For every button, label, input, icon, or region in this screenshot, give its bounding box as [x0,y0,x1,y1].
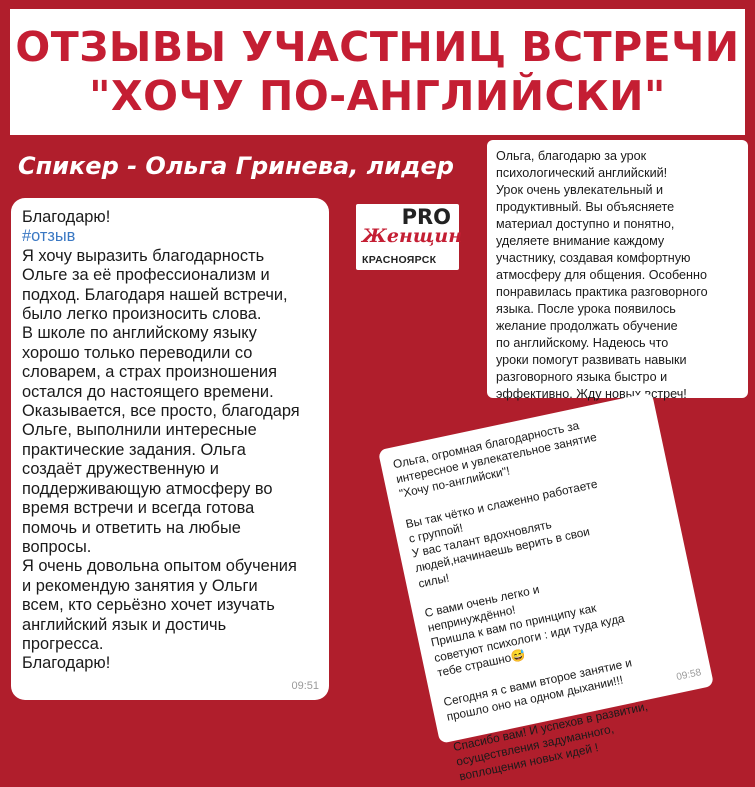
logo-pro-text: PRO [401,205,451,229]
review-1-timestamp: 09:51 [291,680,319,692]
logo-script-text: Женщин [362,225,463,247]
review-card-3 [378,392,714,784]
review-1-body: Я хочу выразить благодарность Ольге за её профессионализм и подход. Благодаря нашей встречи, было легко произносить слова. В школе по английскому языку хорошо только переводили со словарем, а страх произношения остался до настоящего времени. Оказывается, все просто, благодаря Ольге, выполнили интересные практические задания. Ольга создаёт дружественную и поддерживающую атмосферу во время встречи и всегда готова помочь и ответить на любые вопросы. Я очень довольна опытом обучения и рекомендую занятия у Ольги всем, кто серьёзно хочет изучать английский язык и достичь прогресса. Благодарю! [22,246,300,673]
review-card-2 [487,140,748,401]
review-2-body: Ольга, благодарю за урок психологический английский! Урок очень увлекательный и продуктивный. Вы объясняете материал доступно и понятно, уделяете внимание каждому участнику, создавая комфортную атмосферу для общения. Особенно понравилась практика разговорного языка. После урока появилось желание продолжать обучение по английскому. Надеюсь что уроки помогут развивать навыки разговорного языка быстро и эффективно. Жду новых встреч! [496,149,708,401]
review-1-hashtag: #отзыв [22,227,76,246]
speaker-caption: Спикер - Ольга Гринева, лидер [18,152,454,180]
title-line-1: ОТЗЫВЫ УЧАСТНИЦ ВСТРЕЧИ [15,23,740,71]
pro-zhenshchin-logo [356,204,463,270]
title-banner [10,9,745,135]
review-3-timestamp: 09:58 [675,667,703,684]
title-line-2: "ХОЧУ ПО-АНГЛИЙСКИ" [89,72,666,120]
review-3-body: Ольга, огромная благодарность за интересное и увлекательное занятие "Хочу по-английски"! Вы так чётко и слаженно работаете с группой! У вас талант вдохновлять людей,начинаешь верить в свои силы! С вами очень легко и непринуждённо! Пришла к вам по принципу как советуют психологи : иди туда куда тебе страшно😅 Сегодня я с вами второе занятие и прошло оно на одном дыхании!!! Спасибо вам! И успехов в развитии, осуществления задуманного, воплощения новых идей ! [391,418,649,784]
review-card-1 [11,198,329,700]
logo-city-text: КРАСНОЯРСК [362,254,437,266]
review-1-greeting: Благодарю! [22,208,111,226]
